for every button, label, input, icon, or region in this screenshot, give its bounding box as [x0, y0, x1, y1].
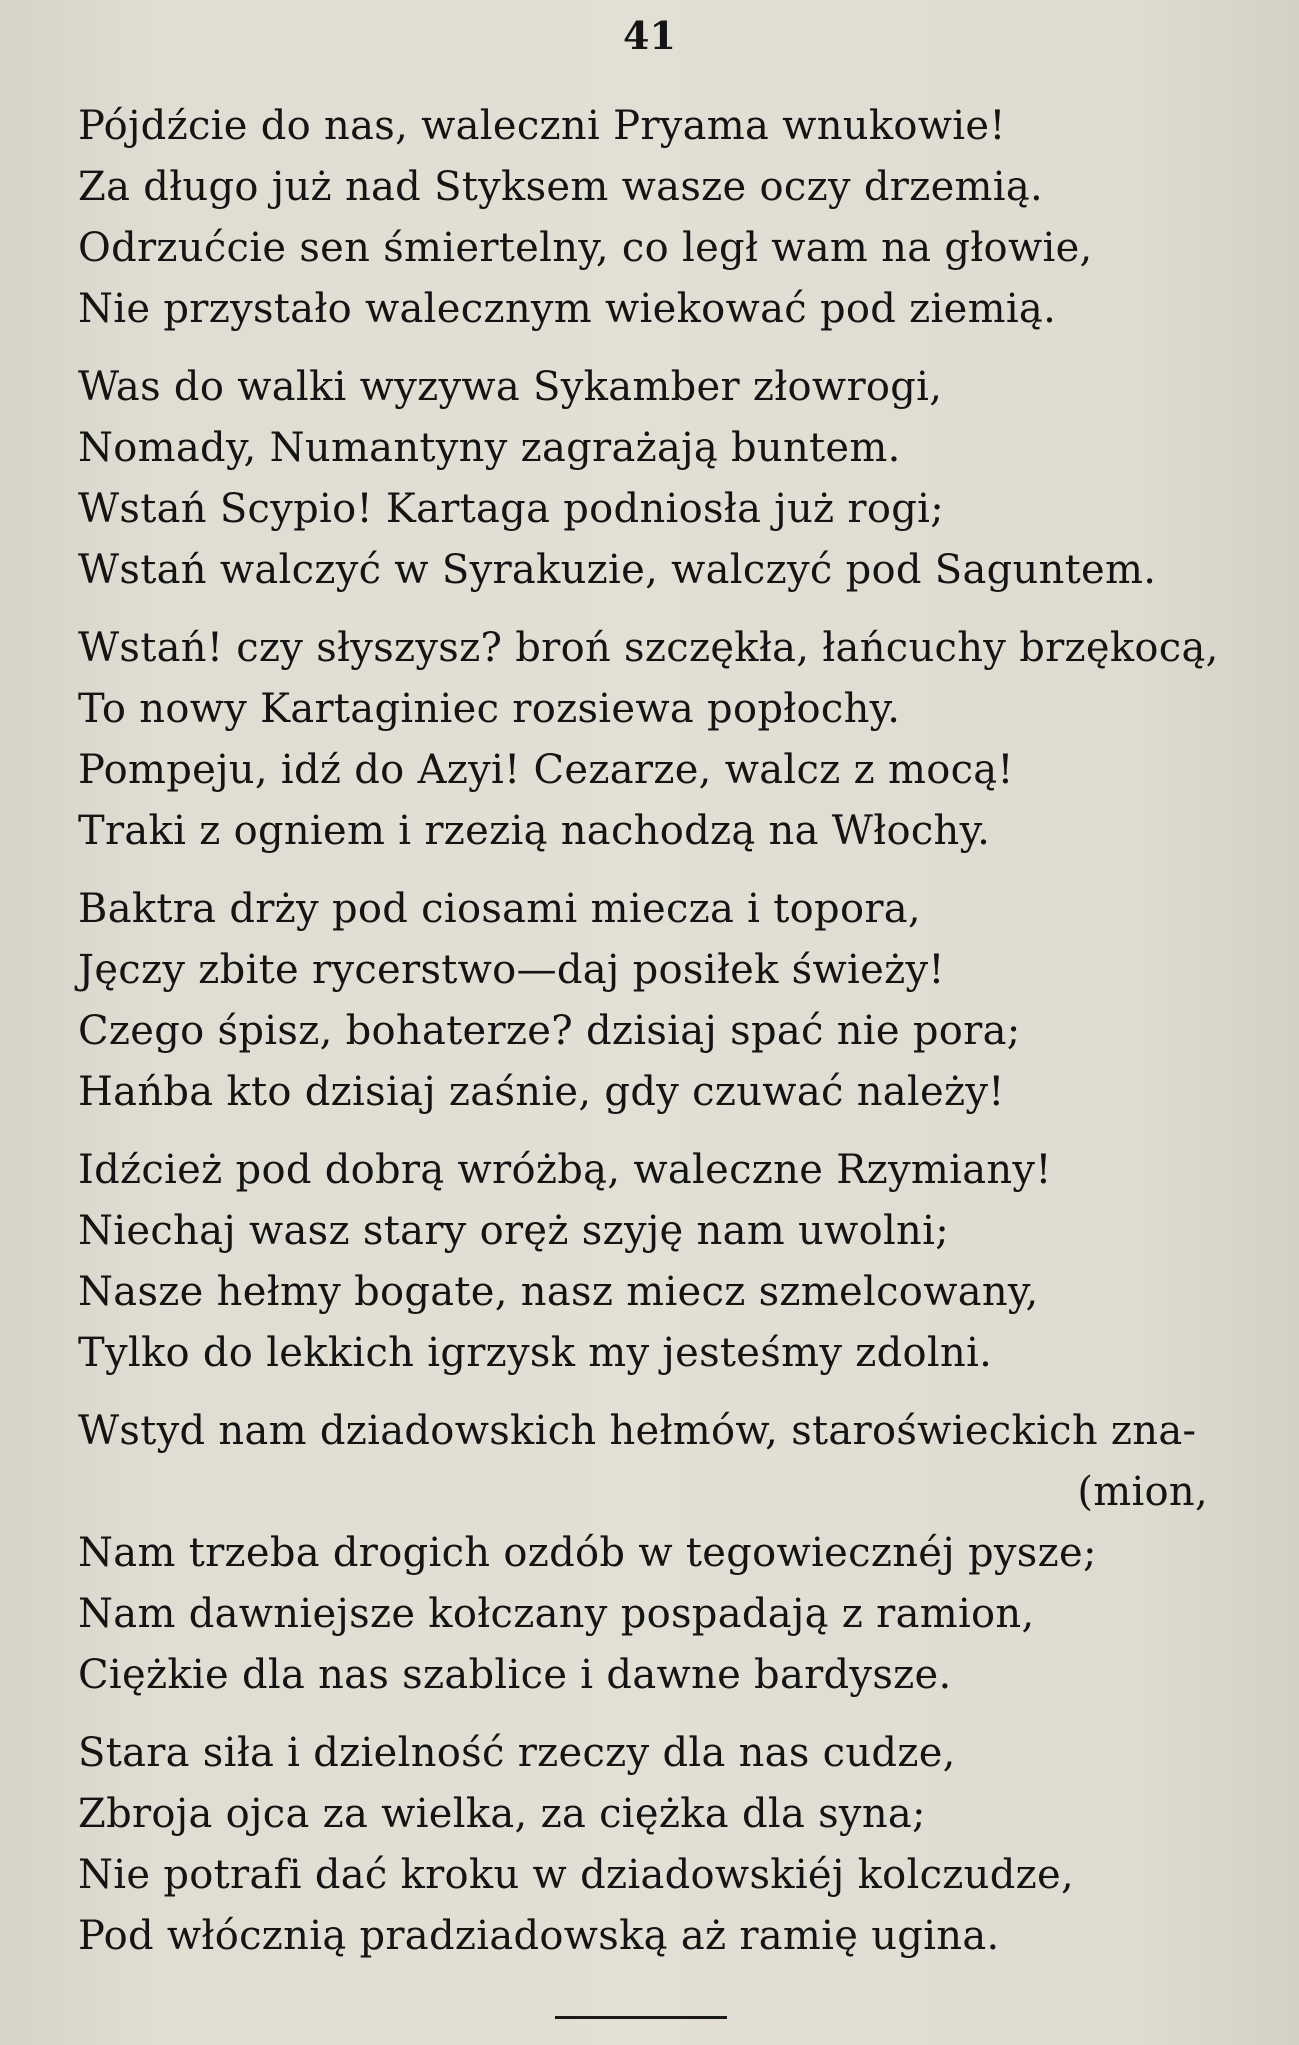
poem-line: Hańba kto dzisiaj zaśnie, gdy czuwać należy!	[78, 1069, 1005, 1115]
poem-line: Tylko do lekkich igrzysk my jesteśmy zdolni.	[78, 1330, 993, 1376]
poem-line: Ciężkie dla nas szablice i dawne bardysze.	[78, 1652, 952, 1698]
stanza-3	[78, 618, 1219, 862]
stanza-4	[78, 879, 1208, 1123]
stanza-1	[78, 96, 1208, 340]
poem-line: Wstań walczyć w Syrakuzie, walczyć pod Saguntem.	[78, 547, 1157, 593]
poem-line-continuation: (mion,	[1077, 1469, 1208, 1515]
stanza-6	[78, 1401, 1208, 1706]
poem-line: Za długo już nad Styksem wasze oczy drzemią.	[78, 164, 1044, 210]
page-number: 41	[623, 13, 676, 58]
poem-line: Nasze hełmy bogate, nasz miecz szmelcowany,	[78, 1269, 1039, 1315]
poem-line: Baktra drży pod ciosami miecza i topora,	[78, 886, 921, 932]
poem-line: Czego śpisz, bohaterze? dzisiaj spać nie pora;	[78, 1008, 1021, 1054]
poem-line: Was do walki wyzywa Sykamber złowrogi,	[78, 364, 943, 410]
poem-line: Jęczy zbite rycerstwo—daj posiłek świeży!	[78, 947, 945, 993]
poem-line: Pompeju, idź do Azyi! Cezarze, walcz z mocą!	[78, 747, 1014, 793]
stanza-7	[78, 1723, 1208, 1967]
poem-line: Nie przystało walecznym wiekować pod ziemią.	[78, 286, 1057, 332]
poem-line: Idźcież pod dobrą wróżbą, waleczne Rzymiany!	[78, 1147, 1052, 1193]
poem-line: Pod włócznią pradziadowską aż ramię ugina.	[78, 1913, 1000, 1959]
poem-line: Wstań Scypio! Kartaga podniosła już rogi;	[78, 486, 944, 532]
poem-line: Wstań! czy słyszysz? broń szczękła, łańcuchy brzękocą,	[78, 625, 1219, 671]
poem-line: Nam dawniejsze kołczany pospadają z ramion,	[78, 1591, 1035, 1637]
poem-line: To nowy Kartaginiec rozsiewa popłochy.	[78, 686, 901, 732]
poem-line: Niechaj wasz stary oręż szyję nam uwolni;	[78, 1208, 949, 1254]
stanza-2	[78, 357, 1208, 601]
poem-line: Nam trzeba drogich ozdób w tegowiecznéj pysze;	[78, 1530, 1097, 1576]
poem-line: Nomady, Numantyny zagrażają buntem.	[78, 425, 901, 471]
poem	[78, 96, 1219, 1984]
poem-line: Odrzućcie sen śmiertelny, co legł wam na głowie,	[78, 225, 1093, 271]
poem-line: Nie potrafi dać kroku w dziadowskiéj kolczudze,	[78, 1852, 1075, 1898]
poem-line: Wstyd nam dziadowskich hełmów, staroświeckich zna-	[78, 1408, 1197, 1454]
poem-line: Pójdźcie do nas, waleczni Pryama wnukowie!	[78, 103, 1006, 149]
end-rule-divider	[555, 2016, 727, 2019]
poem-line: Stara siła i dzielność rzeczy dla nas cudze,	[78, 1730, 956, 1776]
stanza-5	[78, 1140, 1208, 1384]
poem-line: Traki z ogniem i rzezią nachodzą na Włochy.	[78, 808, 991, 854]
poem-line: Zbroja ojca za wielka, za ciężka dla syna;	[78, 1791, 926, 1837]
